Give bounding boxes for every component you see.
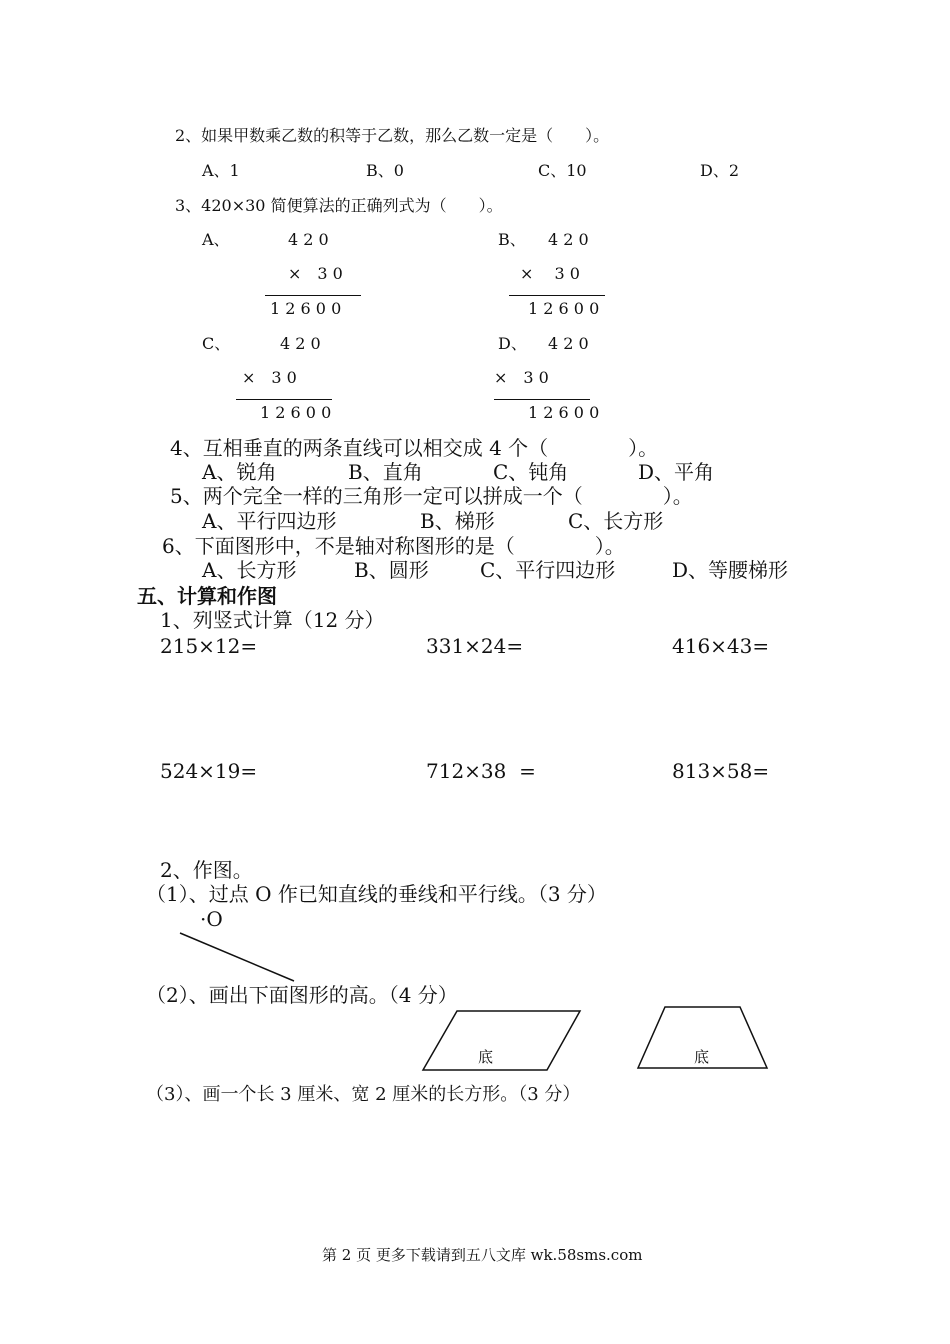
- q3-choice-c-result: 1 2 6 0 0: [260, 403, 332, 422]
- q2-option-d: D、2: [700, 161, 740, 180]
- q4-option-a: A、锐角: [202, 460, 277, 484]
- q3-choice-c-multiplier: × 3 0: [242, 368, 297, 387]
- part-1-title: 1、列竖式计算（12 分）: [160, 608, 385, 632]
- q6-option-c: C、平行四边形: [480, 558, 616, 582]
- q3-choice-c-multiplicand: 4 2 0: [280, 334, 321, 353]
- page-footer: 第 2 页 更多下载请到五八文库 wk.58sms.com: [322, 1246, 643, 1264]
- question-4-stem: 4、互相垂直的两条直线可以相交成 4 个（ ）。: [170, 436, 659, 460]
- q3-choice-d-letter: D、: [498, 334, 527, 353]
- q4-option-d: D、平角: [638, 460, 715, 484]
- q3-choice-b-result: 1 2 6 0 0: [528, 299, 600, 318]
- parallelogram-figure: [423, 1011, 580, 1070]
- parallelogram-base-label: 底: [478, 1048, 494, 1066]
- given-line: [180, 933, 294, 981]
- q4-option-b: B、直角: [348, 460, 423, 484]
- part-2-title: 2、作图。: [160, 858, 253, 882]
- question-2-stem: 2、如果甲数乘乙数的积等于乙数，那么乙数一定是（ ）。: [175, 126, 610, 145]
- q6-option-b: B、圆形: [354, 558, 429, 582]
- q3-choice-a-multiplicand: 4 2 0: [288, 230, 329, 249]
- question-3-stem: 3、420×30 简便算法的正确列式为（ ）。: [175, 196, 503, 215]
- question-5-stem: 5、两个完全一样的三角形一定可以拼成一个（ ）。: [170, 484, 693, 508]
- drawing-task-1: （1）、过点 O 作已知直线的垂线和平行线。（3 分）: [146, 882, 607, 906]
- point-o-label: ·O: [200, 907, 223, 931]
- calc-problem-1: 215×12=: [160, 634, 258, 658]
- q3-choice-a-multiplier: × 3 0: [288, 264, 343, 283]
- question-6-stem: 6、下面图形中，不是轴对称图形的是（ ）。: [162, 534, 625, 558]
- calc-problem-4: 524×19=: [160, 759, 258, 783]
- q3-choice-d-result: 1 2 6 0 0: [528, 403, 600, 422]
- drawing-task-3: （3）、画一个长 3 厘米、宽 2 厘米的长方形。（3 分）: [146, 1084, 581, 1105]
- q3-choice-d-multiplier: × 3 0: [494, 368, 549, 387]
- q2-option-b: B、0: [366, 161, 404, 180]
- q3-choice-a-result: 1 2 6 0 0: [270, 299, 342, 318]
- trapezoid-base-label: 底: [694, 1048, 710, 1066]
- q2-option-a: A、1: [202, 161, 240, 180]
- section-5-title: 五、计算和作图: [137, 584, 277, 608]
- q3-choice-b-multiplicand: 4 2 0: [548, 230, 589, 249]
- q2-option-c: C、10: [538, 161, 587, 180]
- calc-problem-5: 712×38 =: [426, 759, 536, 783]
- calc-problem-2: 331×24=: [426, 634, 524, 658]
- q3-choice-b-letter: B、: [498, 230, 526, 249]
- q3-choice-a-letter: A、: [202, 230, 230, 249]
- drawing-task-2: （2）、画出下面图形的高。（4 分）: [146, 983, 458, 1007]
- q4-option-c: C、钝角: [493, 460, 569, 484]
- q3-choice-c-letter: C、: [202, 334, 231, 353]
- q6-option-a: A、长方形: [202, 558, 297, 582]
- q3-choice-d-multiplicand: 4 2 0: [548, 334, 589, 353]
- q3-choice-b-multiplier: × 3 0: [520, 264, 580, 283]
- q5-option-a: A、平行四边形: [202, 509, 337, 533]
- q5-option-b: B、梯形: [420, 509, 495, 533]
- calc-problem-3: 416×43=: [672, 634, 770, 658]
- q5-option-c: C、长方形: [568, 509, 664, 533]
- q6-option-d: D、等腰梯形: [672, 558, 789, 582]
- calc-problem-6: 813×58=: [672, 759, 770, 783]
